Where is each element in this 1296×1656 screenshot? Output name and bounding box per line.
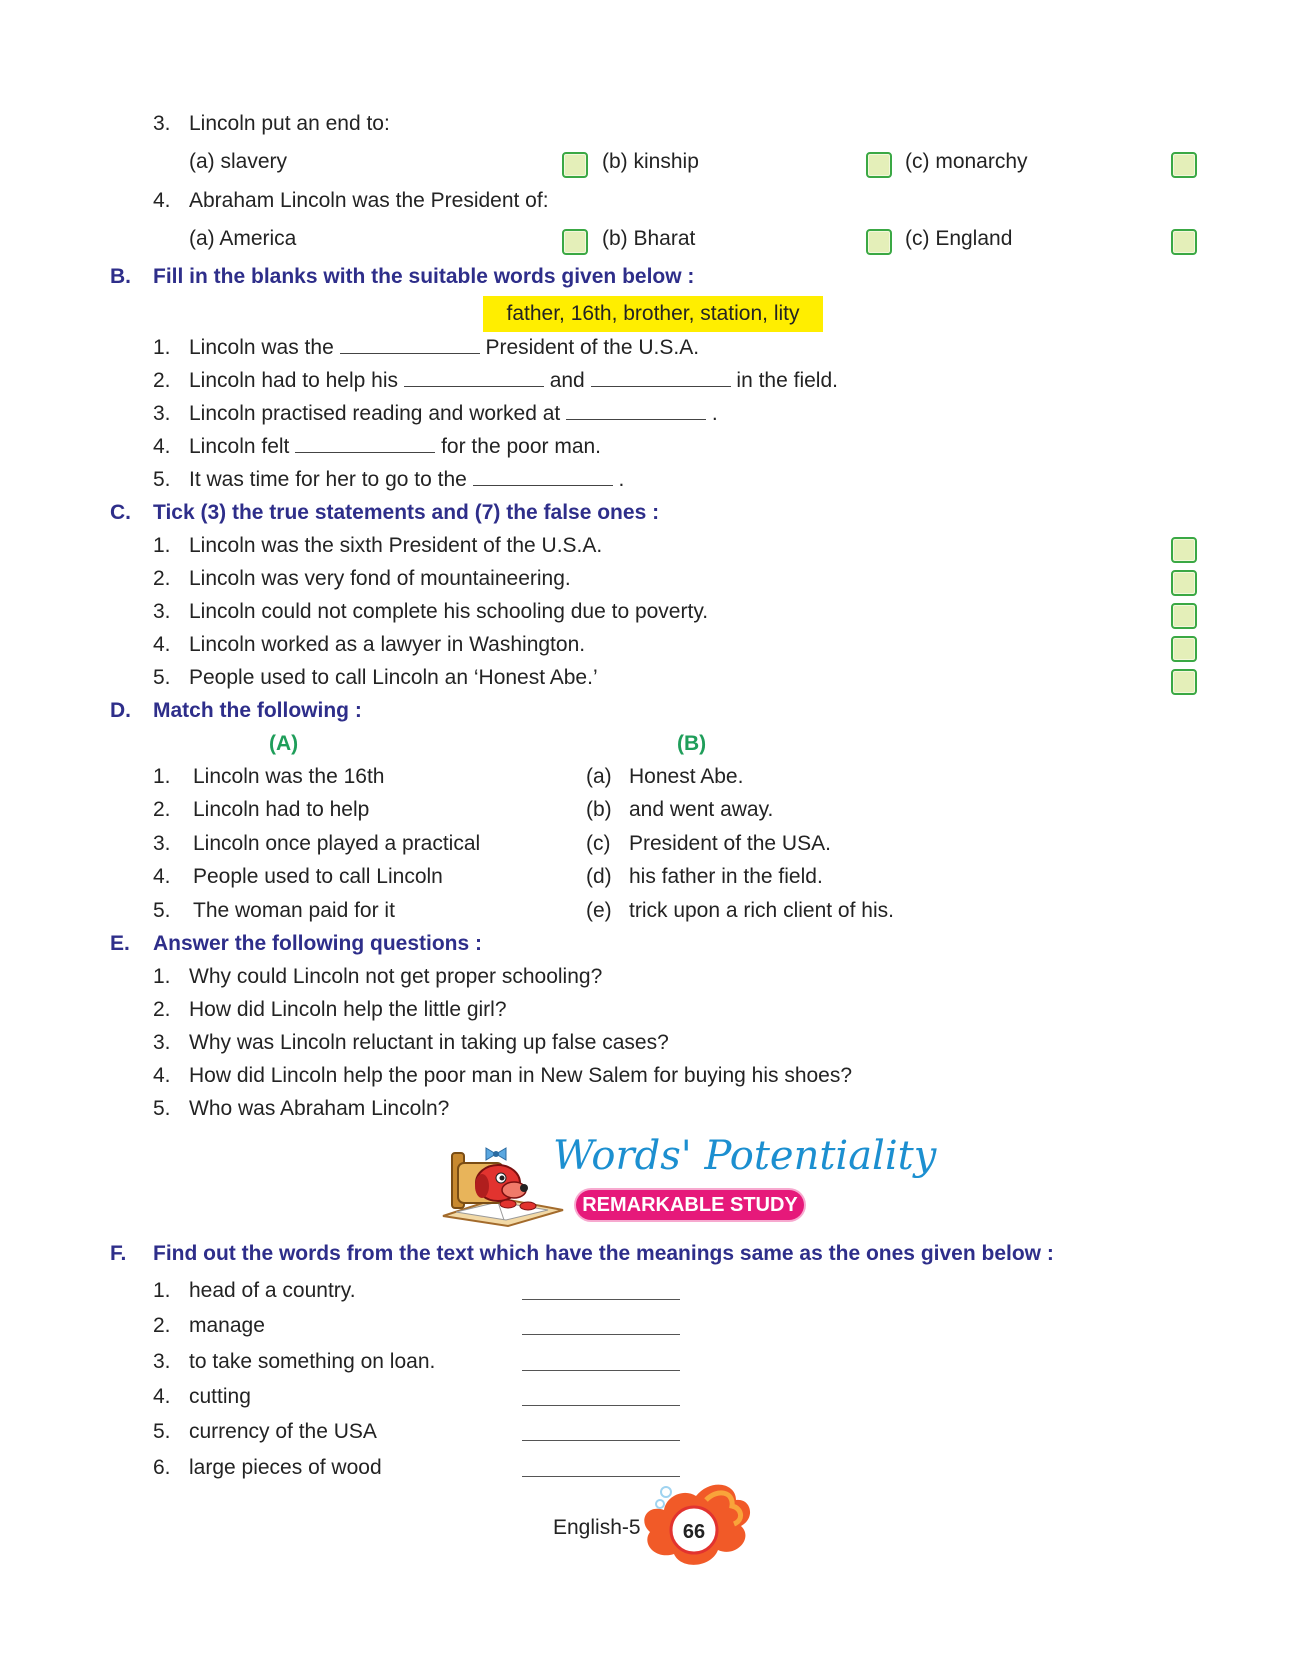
match-right-label: (e) (586, 899, 612, 922)
item-number: 2. (153, 369, 171, 392)
fill-blank-item (189, 336, 699, 360)
item-number: 5. (153, 899, 171, 922)
dog-reading-book-icon (438, 1128, 568, 1228)
banner-title: Words' Potentiality (553, 1133, 937, 1179)
meaning-text: manage (189, 1314, 265, 1337)
section-heading: Tick (3) the true statements and (7) the false ones : (153, 501, 660, 524)
option-c: (c) monarchy (905, 150, 1028, 173)
statement-text: People used to call Lincoln an ‘Honest Abe.’ (189, 666, 598, 689)
match-left-text: Lincoln was the 16th (193, 765, 385, 788)
fill-blank-item (189, 468, 624, 492)
text-part: It was time for her to go to the (189, 468, 467, 491)
item-number: 6. (153, 1456, 171, 1479)
item-number: 5. (153, 1420, 171, 1443)
meaning-text: cutting (189, 1385, 251, 1408)
text-part: Lincoln practised reading and worked at (189, 402, 561, 425)
option-a: (a) slavery (189, 150, 288, 173)
meaning-text: head of a country. (189, 1279, 356, 1302)
item-number: 5. (153, 666, 171, 689)
item-number: 4. (153, 865, 171, 888)
tick-checkbox[interactable] (1171, 570, 1197, 596)
item-number: 1. (153, 336, 171, 359)
item-number: 1. (153, 534, 171, 557)
question-number: 3. (153, 112, 171, 135)
column-a-heading: (A) (269, 732, 299, 755)
answer-checkbox[interactable] (562, 152, 588, 178)
answer-checkbox[interactable] (866, 152, 892, 178)
answer-checkbox[interactable] (1171, 152, 1197, 178)
answer-line[interactable] (522, 1299, 680, 1300)
match-right-text: Honest Abe. (629, 765, 744, 788)
question-number: 4. (153, 189, 171, 212)
item-number: 5. (153, 468, 171, 491)
text-part: Lincoln felt (189, 435, 290, 458)
tick-checkbox[interactable] (1171, 669, 1197, 695)
question-text: Abraham Lincoln was the President of: (189, 189, 549, 212)
section-letter: E. (110, 932, 130, 955)
item-number: 1. (153, 765, 171, 788)
statement-text: Lincoln was the sixth President of the U.S.A. (189, 534, 603, 557)
blank-line[interactable] (295, 451, 435, 453)
blank-line[interactable] (591, 385, 731, 387)
match-left-text: The woman paid for it (193, 899, 395, 922)
banner-subtitle: REMARKABLE STUDY (576, 1190, 804, 1220)
answer-line[interactable] (522, 1476, 680, 1477)
section-heading: Find out the words from the text which have the meanings same as the ones given below : (153, 1242, 1054, 1265)
question-text: How did Lincoln help the little girl? (189, 998, 507, 1021)
match-right-label: (d) (586, 865, 612, 888)
word-box: father, 16th, brother, station, lity (483, 296, 823, 332)
item-number: 1. (153, 1279, 171, 1302)
text-part: Lincoln had to help his (189, 369, 398, 392)
item-number: 3. (153, 1350, 171, 1373)
tick-checkbox[interactable] (1171, 537, 1197, 563)
item-number: 2. (153, 998, 171, 1021)
answer-line[interactable] (522, 1370, 680, 1371)
page-number: 66 (682, 1521, 706, 1543)
option-a: (a) America (189, 227, 297, 250)
match-right-text: trick upon a rich client of his. (629, 899, 894, 922)
item-number: 4. (153, 1064, 171, 1087)
text-part: Lincoln was the (189, 336, 334, 359)
section-letter: F. (110, 1242, 127, 1265)
text-part: and (549, 369, 585, 392)
section-heading: Fill in the blanks with the suitable words given below : (153, 265, 695, 288)
meaning-text: currency of the USA (189, 1420, 377, 1443)
text-part: President of the U.S.A. (485, 336, 700, 359)
blank-line[interactable] (404, 385, 544, 387)
fill-blank-item (189, 435, 601, 459)
statement-text: Lincoln worked as a lawyer in Washington. (189, 633, 586, 656)
section-letter: D. (110, 699, 131, 722)
item-number: 4. (153, 1385, 171, 1408)
text-part: in the field. (736, 369, 838, 392)
page-number-splash-icon (636, 1478, 756, 1570)
answer-checkbox[interactable] (866, 229, 892, 255)
item-number: 2. (153, 798, 171, 821)
text-part: for the poor man. (441, 435, 602, 458)
book-label: English-5 (553, 1516, 641, 1539)
match-left-text: Lincoln had to help (193, 798, 370, 821)
fill-blank-item (189, 402, 718, 426)
match-right-text: and went away. (629, 798, 774, 821)
question-text: Who was Abraham Lincoln? (189, 1097, 450, 1120)
answer-line[interactable] (522, 1334, 680, 1335)
match-left-text: Lincoln once played a practical (193, 832, 481, 855)
answer-line[interactable] (522, 1405, 680, 1406)
blank-line[interactable] (340, 352, 480, 354)
fill-blank-item (189, 369, 838, 393)
item-number: 2. (153, 1314, 171, 1337)
blank-line[interactable] (566, 418, 706, 420)
tick-checkbox[interactable] (1171, 636, 1197, 662)
item-number: 3. (153, 1031, 171, 1054)
option-b: (b) Bharat (602, 227, 696, 250)
column-b-heading: (B) (677, 732, 707, 755)
answer-line[interactable] (522, 1440, 680, 1441)
option-c: (c) England (905, 227, 1013, 250)
section-letter: C. (110, 501, 131, 524)
question-text: Lincoln put an end to: (189, 112, 390, 135)
match-right-text: President of the USA. (629, 832, 831, 855)
match-right-label: (a) (586, 765, 612, 788)
answer-checkbox[interactable] (562, 229, 588, 255)
item-number: 4. (153, 633, 171, 656)
blank-line[interactable] (473, 484, 613, 486)
item-number: 2. (153, 567, 171, 590)
match-right-label: (b) (586, 798, 612, 821)
meaning-text: large pieces of wood (189, 1456, 382, 1479)
text-part: . (711, 402, 718, 425)
section-letter: B. (110, 265, 131, 288)
item-number: 4. (153, 435, 171, 458)
match-right-label: (c) (586, 832, 611, 855)
question-text: Why was Lincoln reluctant in taking up false cases? (189, 1031, 669, 1054)
match-left-text: People used to call Lincoln (193, 865, 443, 888)
answer-checkbox[interactable] (1171, 229, 1197, 255)
item-number: 3. (153, 600, 171, 623)
statement-text: Lincoln could not complete his schooling due to poverty. (189, 600, 709, 623)
tick-checkbox[interactable] (1171, 603, 1197, 629)
meaning-text: to take something on loan. (189, 1350, 436, 1373)
section-heading: Answer the following questions : (153, 932, 483, 955)
question-text: How did Lincoln help the poor man in New Salem for buying his shoes? (189, 1064, 853, 1087)
item-number: 3. (153, 832, 171, 855)
item-number: 3. (153, 402, 171, 425)
section-heading: Match the following : (153, 699, 362, 722)
option-b: (b) kinship (602, 150, 699, 173)
item-number: 5. (153, 1097, 171, 1120)
text-part: . (618, 468, 625, 491)
match-right-text: his father in the field. (629, 865, 823, 888)
item-number: 1. (153, 965, 171, 988)
statement-text: Lincoln was very fond of mountaineering. (189, 567, 571, 590)
question-text: Why could Lincoln not get proper schooling? (189, 965, 603, 988)
